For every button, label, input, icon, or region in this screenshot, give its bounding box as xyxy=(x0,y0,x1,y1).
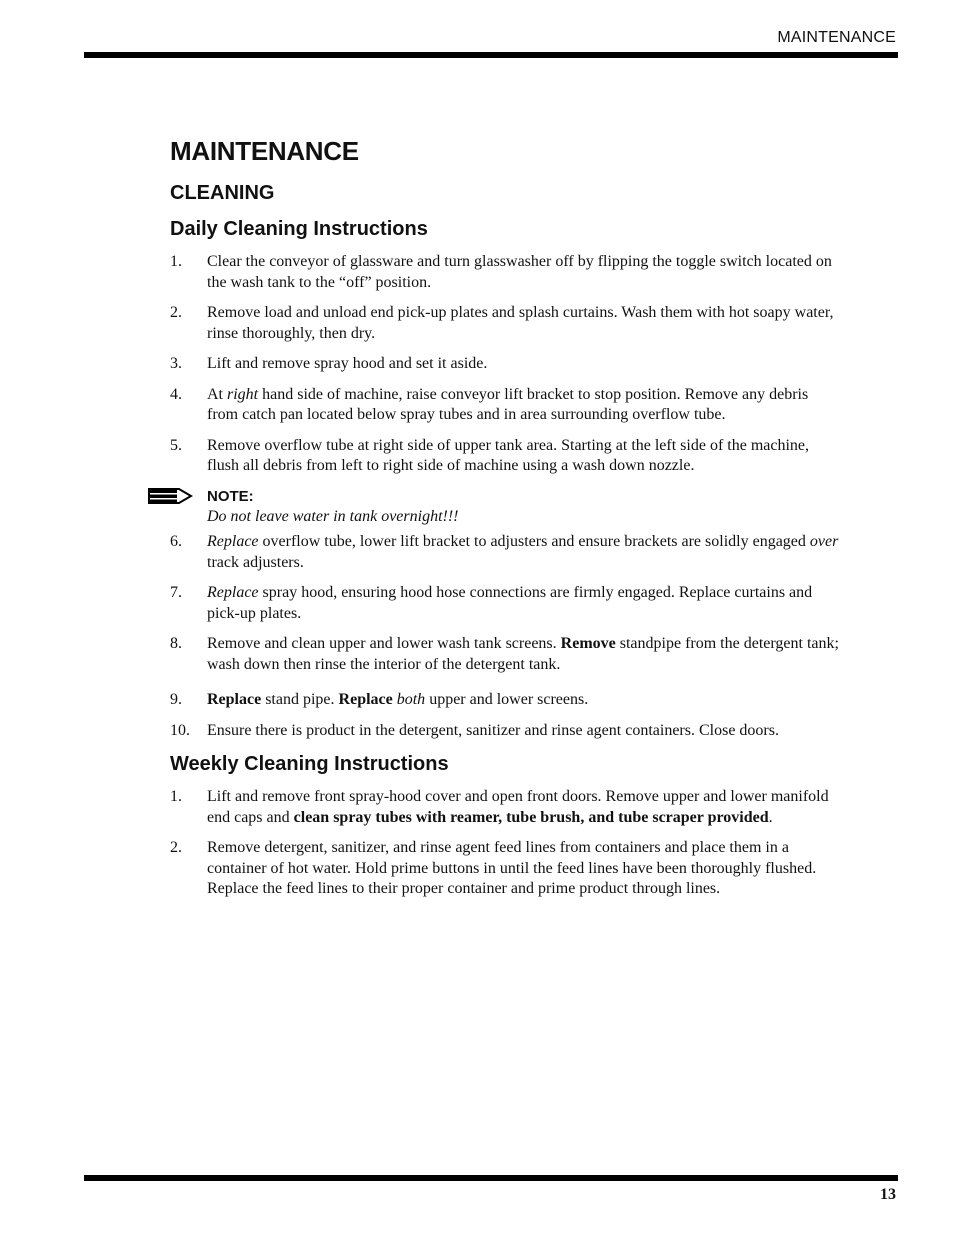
step-text: Remove detergent, sanitizer, and rinse agent feed lines from containers and place them in a container of hot water. Hold prime buttons in until the feed lines have been thoroughly flushed. Replace the feed lines to their proper container and prime product through lines. xyxy=(207,839,817,897)
header-rule xyxy=(84,52,898,58)
strong-text: Replace xyxy=(207,691,262,708)
note-label: NOTE: xyxy=(207,487,254,505)
strong-text: clean spray tubes with reamer, tube brush, and tube scraper provided xyxy=(293,808,769,826)
running-header: MAINTENANCE xyxy=(777,29,896,46)
note-callout xyxy=(170,487,842,528)
list-item xyxy=(170,303,842,344)
step-text: Remove load and unload end pick-up plates and splash curtains. Wash them with hot soapy water, rinse thoroughly, then dry. xyxy=(207,304,834,342)
step-number: 7. xyxy=(170,584,182,601)
step-number: 9. xyxy=(170,691,182,708)
step-number: 3. xyxy=(170,355,182,372)
step-number: 8. xyxy=(170,635,182,652)
emphasis: over xyxy=(809,533,839,550)
page-content xyxy=(170,135,842,910)
list-item xyxy=(170,436,842,477)
step-text: Ensure there is product in the detergent, sanitizer and rinse agent containers. Close doors. xyxy=(207,721,779,739)
page-number: 13 xyxy=(880,1186,896,1203)
list-item xyxy=(170,634,842,675)
list-item xyxy=(170,690,842,711)
step-number: 2. xyxy=(170,839,182,856)
step-text: Remove overflow tube at right side of upper tank area. Starting at the left side of the machine, flush all debris from left to right side of machine using a wash down nozzle. xyxy=(207,436,810,474)
step-number: 2. xyxy=(170,304,182,321)
strong-text: Remove xyxy=(560,635,616,652)
list-item xyxy=(170,532,842,573)
pencil-icon xyxy=(147,485,193,507)
list-item xyxy=(170,583,842,624)
step-number: 1. xyxy=(170,253,182,270)
strong-text: Replace xyxy=(338,691,393,708)
weekly-steps-list xyxy=(170,787,842,900)
emphasis: right xyxy=(227,385,259,403)
daily-steps-list xyxy=(170,252,842,477)
list-item xyxy=(170,354,842,375)
page-title: MAINTENANCE xyxy=(170,136,359,166)
list-item xyxy=(170,787,842,828)
section-heading-cleaning: CLEANING xyxy=(170,182,275,204)
step-number: 1. xyxy=(170,788,182,805)
emphasis: Replace xyxy=(207,584,259,601)
subheading-weekly: Weekly Cleaning Instructions xyxy=(170,753,449,775)
subheading-daily: Daily Cleaning Instructions xyxy=(170,218,428,240)
daily-steps-list-continued xyxy=(170,532,842,741)
step-number: 6. xyxy=(170,533,182,550)
list-item xyxy=(170,252,842,293)
step-text: Replace overflow tube, lower lift bracket to adjusters and ensure brackets are solidly engaged over track adjusters. xyxy=(207,533,839,571)
step-text: Clear the conveyor of glassware and turn glasswasher off by flipping the toggle switch located on the wash tank to the “off” position. xyxy=(207,253,832,291)
list-item xyxy=(170,838,842,900)
footer-rule xyxy=(84,1175,898,1181)
list-item xyxy=(170,385,842,426)
step-text: Replace stand pipe. Replace both upper and lower screens. xyxy=(207,691,589,708)
step-text: Lift and remove spray hood and set it aside. xyxy=(207,355,488,372)
step-text: Replace spray hood, ensuring hood hose connections are firmly engaged. Replace curtains and pick-up plates. xyxy=(207,584,813,622)
step-number: 10. xyxy=(170,721,190,739)
step-text: At right hand side of machine, raise conveyor lift bracket to stop position. Remove any debris from catch pan located below spray tubes and in area surrounding overflow tube. xyxy=(207,385,809,423)
emphasis: both xyxy=(396,691,426,708)
note-text: Do not leave water in tank overnight!!! xyxy=(207,507,459,525)
list-item xyxy=(170,721,842,742)
emphasis: Replace xyxy=(207,533,259,550)
step-text: Remove and clean upper and lower wash tank screens. Remove standpipe from the detergent tank; wash down then rinse the interior of the detergent tank. xyxy=(207,635,839,673)
step-number: 4. xyxy=(170,385,182,403)
step-text: Lift and remove front spray-hood cover and open front doors. Remove upper and lower manifold end caps and clean spray tubes with reamer, tube brush, and tube scraper provided. xyxy=(207,788,829,826)
step-number: 5. xyxy=(170,436,182,454)
